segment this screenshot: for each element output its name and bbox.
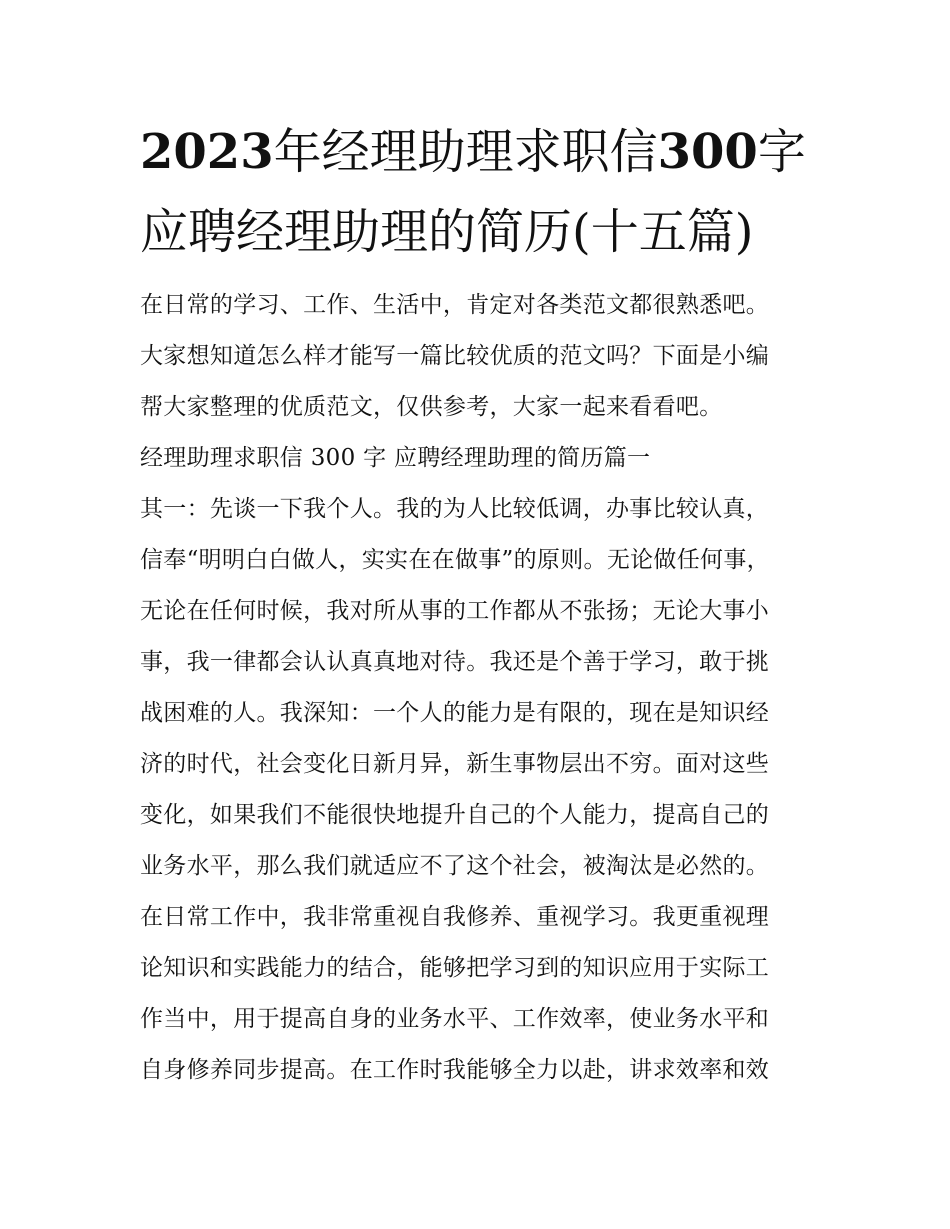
body-line: 变化，如果我们不能很快地提升自己的个人能力，提高自己的 bbox=[140, 802, 770, 828]
document-page bbox=[140, 112, 815, 1096]
section-heading: 经理助理求职信 300 字 应聘经理助理的简历篇一 bbox=[140, 445, 651, 471]
body-line: 其一：先谈一下我个人。我的为人比较低调，办事比较认真， bbox=[140, 496, 770, 522]
body-line: 业务水平，那么我们就适应不了这个社会，被淘汰是必然的。 bbox=[140, 853, 770, 879]
body-line: 论知识和实践能力的结合，能够把学习到的知识应用于实际工 bbox=[140, 955, 770, 981]
document-title-line-1 bbox=[140, 112, 815, 192]
body-line: 大家想知道怎么样才能写一篇比较优质的范文吗？下面是小编 bbox=[140, 343, 770, 369]
body-line: 战困难的人。我深知：一个人的能力是有限的，现在是知识经 bbox=[140, 700, 770, 726]
title-suffix: 字 bbox=[757, 124, 806, 180]
body-line: 无论在任何时候，我对所从事的工作都从不张扬；无论大事小 bbox=[140, 598, 770, 624]
body-line: 在日常的学习、工作、生活中，肯定对各类范文都很熟悉吧。 bbox=[140, 292, 770, 318]
title-number: 300 bbox=[657, 124, 758, 180]
body-line: 帮大家整理的优质范文，仅供参考，大家一起来看看吧。 bbox=[140, 394, 723, 420]
title-middle: 年经理助理求职信 bbox=[273, 124, 658, 180]
title-year: 2023 bbox=[140, 124, 274, 180]
body-line: 作当中，用于提高自身的业务水平、工作效率，使业务水平和 bbox=[140, 1006, 770, 1032]
body-line: 济的时代，社会变化日新月异，新生事物层出不穷。面对这些 bbox=[140, 751, 770, 777]
body-line: 自身修养同步提高。在工作时我能够全力以赴，讲求效率和效 bbox=[140, 1057, 770, 1083]
document-body bbox=[140, 280, 815, 1096]
body-line: 事，我一律都会认认真真地对待。我还是个善于学习，敢于挑 bbox=[140, 649, 770, 675]
body-line: 在日常工作中，我非常重视自我修养、重视学习。我更重视理 bbox=[140, 904, 770, 930]
body-line: 信奉“明明白白做人，实实在在做事”的原则。无论做任何事， bbox=[140, 547, 770, 573]
document-title-line-2: 应聘经理助理的简历(十五篇) bbox=[140, 204, 754, 260]
